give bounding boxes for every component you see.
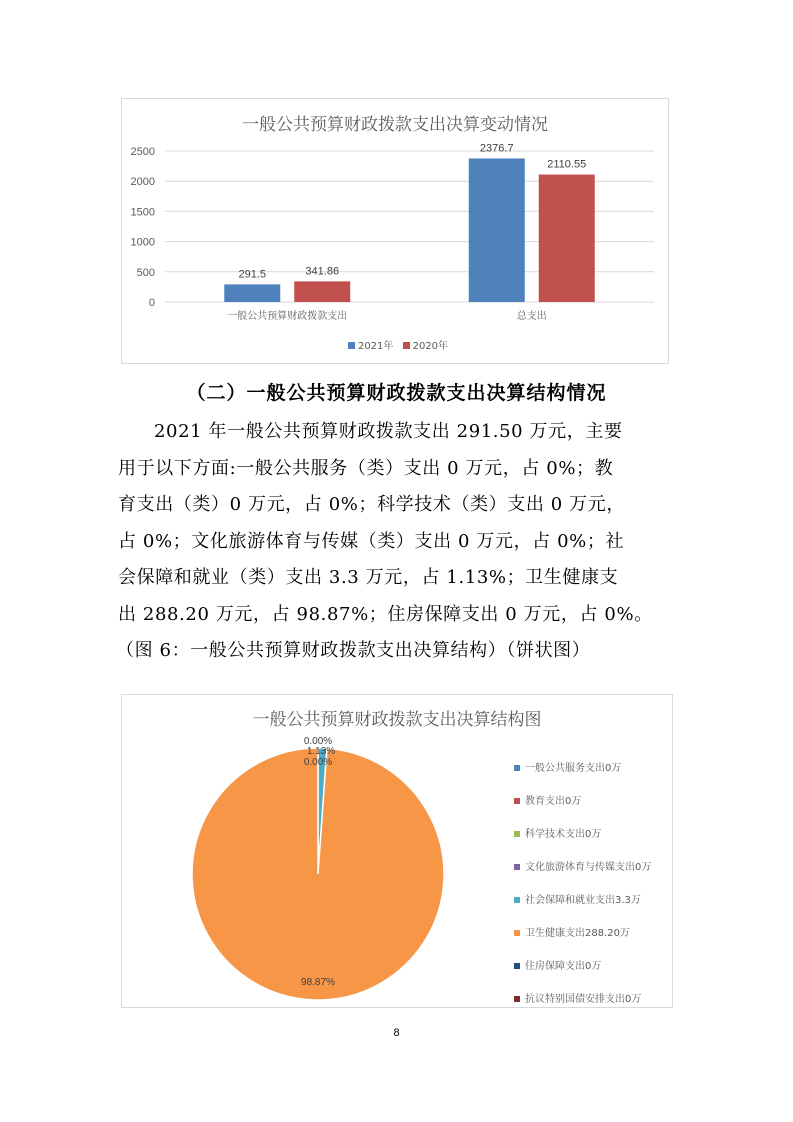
- pie-legend-item: [514, 894, 672, 907]
- bar-chart: [122, 99, 668, 363]
- data-label: 291.5: [238, 268, 267, 281]
- paragraph-line: 出 288.20 万元，占 98.87%；住房保障支出 0 万元，占 0%。: [118, 603, 653, 625]
- legend-label: 住房保障支出0万: [525, 961, 602, 972]
- y-tick-label: 1000: [130, 236, 155, 249]
- legend-swatch-2021: [348, 342, 355, 349]
- data-label: 2376.7: [479, 142, 514, 155]
- legend-label: 卫生健康支出288.20万: [525, 928, 630, 939]
- slice-label: 0.00%: [303, 757, 333, 768]
- legend-swatch: [514, 864, 520, 870]
- paragraph-line: 育支出（类）0 万元，占 0%；科学技术（类）支出 0 万元，: [118, 494, 625, 515]
- pie-legend-item: [514, 795, 672, 808]
- pie-legend-item: [514, 861, 664, 874]
- paragraph-line: 2021 年一般公共预算财政拨款支出 291.50 万元，主要: [154, 421, 623, 442]
- pie-chart-frame: [121, 694, 673, 1008]
- legend-label: 一般公共服务支出0万: [525, 763, 622, 774]
- legend-swatch-2020: [403, 342, 410, 349]
- legend-label: 科学技术支出0万: [525, 829, 602, 840]
- legend-swatch: [514, 897, 520, 903]
- y-tick-label: 1500: [130, 206, 155, 219]
- legend-swatch: [514, 798, 520, 804]
- legend-swatch: [514, 996, 520, 1002]
- pie-legend-item: [514, 927, 672, 940]
- legend-label: 抗议特别国债安排支出0万: [525, 994, 642, 1005]
- paragraph-line: 占 0%；文化旅游体育与传媒（类）支出 0 万元，占 0%；社: [118, 530, 625, 552]
- paragraph-line: 会保障和就业（类）支出 3.3 万元，占 1.13%；卫生健康支: [118, 567, 619, 588]
- legend-swatch: [514, 765, 520, 771]
- figure-caption: （图 6：一般公共预算财政拨款支出决算结构）（饼状图）: [116, 640, 591, 661]
- slice-label: 0.00%: [303, 736, 333, 747]
- pie-legend-item: [514, 960, 672, 973]
- bar: [224, 284, 280, 302]
- pie-slice: [192, 748, 444, 1000]
- section-heading: （二）一般公共预算财政拨款支出决算结构情况: [186, 382, 607, 404]
- legend-label: 社会保障和就业支出3.3万: [525, 895, 641, 906]
- pie-chart-title: 一般公共预算财政拨款支出决算结构图: [252, 710, 542, 730]
- y-tick-label: 2500: [130, 146, 155, 158]
- legend-label-2021: 2021年: [357, 341, 394, 352]
- y-tick-label: 2000: [130, 176, 155, 189]
- bar-chart-frame: [121, 98, 669, 364]
- page-number: 8: [393, 1027, 400, 1039]
- x-tick-label: 总支出: [516, 311, 547, 322]
- x-tick-label: 一般公共预算财政拨款支出: [227, 311, 348, 322]
- bar-chart-legend: [122, 337, 668, 352]
- slice-label: 1.13%: [306, 746, 336, 757]
- y-tick-label: 500: [136, 266, 155, 279]
- pie-legend-item: [514, 762, 672, 775]
- data-label: 341.86: [305, 265, 340, 278]
- bar: [469, 158, 525, 302]
- pie-legend-item: [514, 993, 672, 1006]
- bar-chart-title: 一般公共预算财政拨款支出决算变动情况: [242, 115, 548, 135]
- paragraph-line: 用于以下方面:一般公共服务（类）支出 0 万元，占 0%；教: [118, 457, 614, 479]
- paragraph: [118, 414, 678, 670]
- legend-swatch: [514, 930, 520, 936]
- legend-label: 教育支出0万: [525, 796, 582, 807]
- pie-legend-item: [514, 828, 672, 841]
- y-tick-label: 0: [148, 297, 155, 309]
- legend-swatch: [514, 831, 520, 837]
- bar: [539, 175, 595, 302]
- slice-label: 98.87%: [301, 977, 335, 988]
- bar: [294, 281, 350, 302]
- legend-label: 文化旅游体育与传媒支出0万: [525, 862, 652, 873]
- legend-swatch: [514, 963, 520, 969]
- legend-label-2020: 2020年: [412, 341, 449, 352]
- data-label: 2110.55: [547, 158, 587, 171]
